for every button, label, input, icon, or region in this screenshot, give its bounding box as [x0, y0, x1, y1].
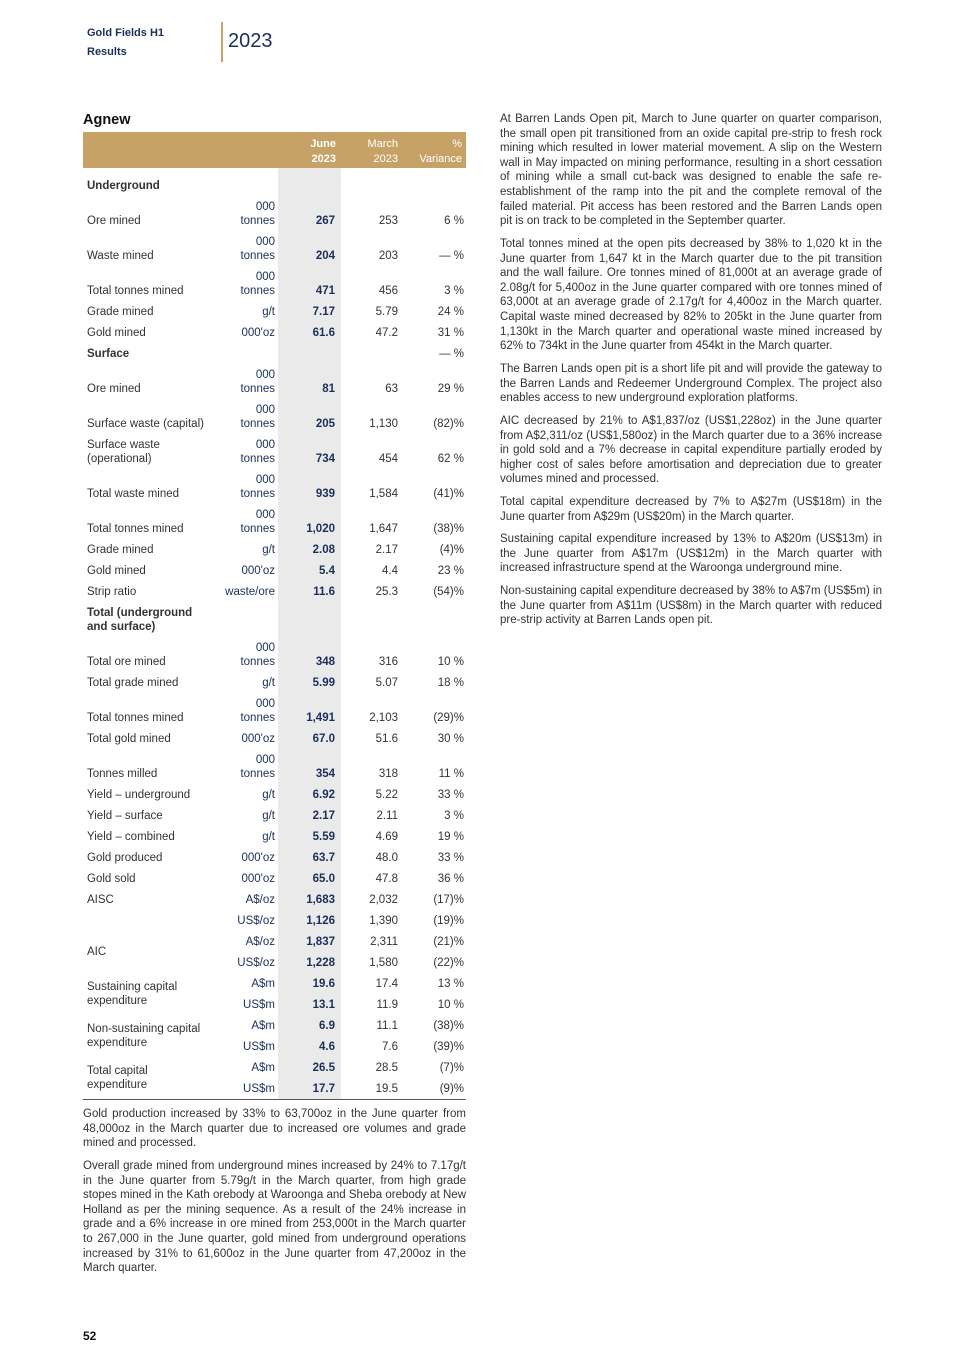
row-label: Non-sustaining capital expenditure [87, 1023, 201, 1049]
table-row [83, 868, 466, 889]
row-label: Total tonnes mined [87, 285, 184, 297]
table-row [83, 231, 466, 266]
row-june-value: 1,683 [306, 894, 335, 906]
row-june-value: 354 [315, 768, 335, 780]
row-march-value: 203 [378, 250, 398, 262]
row-june-value: 5.99 [312, 677, 335, 689]
col-header-variance-line2: Variance [419, 153, 462, 165]
row-variance: (54)% [433, 586, 464, 598]
page-number: 52 [83, 1329, 97, 1343]
row-march-value: 47.2 [375, 327, 398, 339]
row-variance: — % [439, 250, 464, 262]
row-label: Surface waste (capital) [87, 418, 204, 430]
row-march-value: 63 [385, 383, 398, 395]
row-june-value: 471 [315, 285, 335, 297]
row-june-value: 26.5 [312, 1062, 335, 1074]
row-march-value: 11.9 [376, 999, 398, 1011]
row-variance: 30 % [437, 733, 464, 745]
table-row [83, 728, 466, 749]
table-header [83, 132, 466, 168]
table-row [83, 602, 466, 637]
row-march-value: 253 [378, 215, 398, 227]
row-variance: (4)% [439, 544, 464, 556]
row-june-value: 5.4 [319, 565, 335, 577]
row-june-value: 6.9 [319, 1020, 335, 1032]
table-row [83, 266, 466, 301]
row-march-value: 5.07 [375, 677, 398, 689]
row-variance: (21)% [433, 936, 464, 948]
row-label: Ore mined [87, 215, 141, 227]
table-row [83, 504, 466, 539]
row-label: Surface [87, 348, 130, 360]
row-june-value: 19.6 [312, 978, 335, 990]
row-variance: (9)% [439, 1083, 464, 1095]
row-label: Gold produced [87, 852, 163, 864]
row-variance: 3 % [444, 285, 464, 297]
table-row [83, 889, 466, 910]
row-june-value: 204 [315, 250, 335, 262]
row-label: AIC [87, 946, 107, 958]
table-row [83, 539, 466, 560]
row-march-value: 2.11 [376, 810, 398, 822]
row-label: Total (underground and surface) [87, 607, 193, 633]
row-variance: 29 % [437, 383, 464, 395]
row-unit: 000'oz [241, 565, 275, 577]
row-june-value: 6.92 [312, 789, 335, 801]
row-march-value: 4.69 [375, 831, 398, 843]
row-variance: (41)% [433, 488, 464, 500]
row-june-value: 13.1 [312, 999, 335, 1011]
row-variance: 24 % [437, 306, 464, 318]
row-june-value: 734 [315, 453, 335, 465]
row-march-value: 318 [378, 768, 398, 780]
header-divider [221, 22, 223, 62]
row-unit: 000'oz [241, 327, 275, 339]
row-label: Gold mined [87, 327, 146, 339]
body-paragraph: Total capital expenditure decreased by 7% to A$27m (US$18m) in the June quarter from A$29m (US$20m) in the March quarter. [500, 496, 882, 523]
row-unit: g/t [262, 810, 275, 822]
row-unit: 000'oz [241, 733, 275, 745]
row-unit: 000 tonnes [240, 754, 275, 780]
operations-table [83, 132, 466, 1100]
row-label: Total ore mined [87, 656, 166, 668]
row-unit: 000'oz [241, 852, 275, 864]
row-variance: — % [439, 348, 464, 360]
row-variance: 62 % [437, 453, 464, 465]
row-march-value: 7.6 [382, 1041, 398, 1053]
row-variance: 31 % [437, 327, 464, 339]
row-june-value: 348 [315, 656, 335, 668]
row-label: Grade mined [87, 306, 154, 318]
header-company-line1: Gold Fields H1 [87, 27, 165, 39]
row-march-value: 51.6 [375, 733, 398, 745]
row-june-value: 7.17 [312, 306, 335, 318]
row-variance: (29)% [433, 712, 464, 724]
row-march-value: 1,647 [369, 523, 398, 535]
row-march-value: 28.5 [375, 1062, 398, 1074]
row-variance: 3 % [444, 810, 464, 822]
body-paragraph: Sustaining capital expenditure increased by 13% to A$20m (US$13m) in the June quarter from A$17m (US$12m) in the March quarter with increased infrastructure spend at the Waroonga underground mine. [500, 533, 882, 575]
row-variance: (82)% [433, 418, 464, 430]
body-paragraph: Overall grade mined from underground mines increased by 24% to 7.17g/t in the June quarter from 5.79g/t in the March quarter, from high grade stopes mined in the Kath orebody at Waroonga and Sheba orebody at New Holland as per the mining sequence. As a result of the 24% increase in grade and a 6% increase in ore mined from 253,000t in the March quarter to 267,000 in the June quarter, gold mined from underground operations increased by 31% to 61,600oz in the June quarter from 47,200oz in the March quarter. [83, 1160, 466, 1275]
row-june-value: 11.6 [313, 586, 335, 598]
row-unit: g/t [262, 306, 275, 318]
row-unit: 000 tonnes [240, 369, 275, 395]
row-june-value: 1,020 [306, 523, 335, 535]
row-label: Yield – underground [87, 789, 191, 801]
table-row [83, 931, 466, 958]
row-march-value: 454 [378, 453, 398, 465]
col-header-june-line1: June [310, 138, 336, 150]
row-variance: 33 % [437, 789, 464, 801]
row-march-value: 5.22 [375, 789, 398, 801]
row-june-value: 1,228 [306, 957, 335, 969]
table-row [83, 672, 466, 693]
row-march-value: 19.5 [375, 1083, 398, 1095]
row-march-value: 2.17 [375, 544, 398, 556]
row-june-value: 5.59 [312, 831, 335, 843]
row-march-value: 316 [378, 656, 398, 668]
row-march-value: 5.79 [375, 306, 398, 318]
header-year: 2023 [228, 30, 273, 52]
row-unit: US$m [243, 999, 275, 1011]
row-unit: US$/oz [237, 957, 275, 969]
row-unit: 000 tonnes [240, 236, 275, 262]
row-unit: 000 tonnes [240, 404, 275, 430]
row-label: Total capital expenditure [87, 1065, 148, 1091]
row-june-value: 4.6 [319, 1041, 335, 1053]
row-june-value: 81 [322, 383, 335, 395]
row-variance: (7)% [439, 1062, 464, 1074]
row-unit: g/t [262, 789, 275, 801]
row-march-value: 456 [378, 285, 398, 297]
row-march-value: 25.3 [375, 586, 398, 598]
row-label: Sustaining capital expenditure [87, 981, 178, 1007]
row-june-value: 17.7 [312, 1083, 335, 1095]
row-june-value: 2.17 [312, 810, 335, 822]
row-unit: 000 tonnes [240, 201, 275, 227]
row-variance: (17)% [433, 894, 464, 906]
row-march-value: 4.4 [382, 565, 398, 577]
row-label: Gold sold [87, 873, 136, 885]
row-unit: g/t [262, 677, 275, 689]
row-unit: 000 tonnes [240, 509, 275, 535]
table-row [83, 301, 466, 322]
table-row [83, 749, 466, 784]
row-unit: g/t [262, 831, 275, 843]
table-row [83, 343, 466, 364]
col-header-march-line1: March [367, 138, 398, 150]
row-unit: 000 tonnes [240, 439, 275, 465]
table-row [83, 399, 466, 434]
table-row [83, 784, 466, 805]
row-variance: (38)% [433, 523, 464, 535]
table-row [83, 560, 466, 581]
row-unit: 000'oz [241, 873, 275, 885]
table-row [83, 196, 466, 231]
row-label: Yield – surface [87, 810, 163, 822]
table-row [83, 322, 466, 343]
row-label: Strip ratio [87, 586, 137, 598]
row-variance: 23 % [437, 565, 464, 577]
table-row [83, 847, 466, 868]
table-row [83, 637, 466, 672]
table-row [83, 469, 466, 504]
row-june-value: 1,837 [306, 936, 335, 948]
row-unit: A$m [251, 1062, 275, 1074]
row-label: Gold mined [87, 565, 146, 577]
row-unit: A$m [251, 1020, 275, 1032]
row-variance: (19)% [433, 915, 464, 927]
body-paragraph: AIC decreased by 21% to A$1,837/oz (US$1,228oz) in the June quarter from A$2,311/oz (US$1,580oz) in the March quarter due to a 36% increase in gold sold and a 7% decrease in capital expenditure partially eroded by higher cost of sales before amortisation and depreciation due to greater volumes mined and processed. [500, 415, 882, 486]
row-label: Tonnes milled [87, 768, 158, 780]
body-paragraph: Gold production increased by 33% to 63,700oz in the June quarter from 48,000oz in the March quarter due to increased ore volumes and grade mined and processed. [83, 1108, 466, 1150]
row-june-value: 61.6 [312, 327, 335, 339]
row-label: Underground [87, 180, 160, 192]
row-variance: 13 % [437, 978, 464, 990]
row-label: Yield – combined [87, 831, 175, 843]
col-header-march [338, 137, 398, 167]
row-label: Total tonnes mined [87, 712, 184, 724]
col-header-june-line2: 2023 [311, 153, 336, 165]
row-variance: 18 % [437, 677, 464, 689]
row-variance: 19 % [437, 831, 464, 843]
row-variance: (22)% [433, 957, 464, 969]
table-row [83, 910, 466, 931]
row-unit: A$m [251, 978, 275, 990]
body-paragraph: At Barren Lands Open pit, March to June quarter on quarter comparison, the small open pit transitioned from an oxide capital pre-strip to fresh rock mining which resulted in lower material movement. A slip on the Western wall in May impacted on mining performance, resulting in a short cessation of mining while a small cut-back was designed to enable the safe re-establishment of the ramp into the pit and the complete removal of the failed material. Pit access has been restored and the Barren Lands open pit is on track to be completed in the September quarter. [500, 113, 882, 228]
row-march-value: 48.0 [375, 852, 398, 864]
table-row [83, 805, 466, 826]
row-march-value: 2,103 [369, 712, 398, 724]
row-label: Surface waste (operational) [87, 439, 160, 465]
row-label: Total tonnes mined [87, 523, 184, 535]
col-header-variance [400, 137, 462, 167]
table-row [83, 168, 466, 196]
col-header-march-line2: 2023 [373, 153, 398, 165]
row-june-value: 267 [315, 215, 335, 227]
row-label: Total waste mined [87, 488, 180, 500]
table-row [83, 364, 466, 399]
row-unit: 000 tonnes [240, 642, 275, 668]
row-unit: US$/oz [237, 915, 275, 927]
row-march-value: 1,580 [369, 957, 398, 969]
row-unit: 000 tonnes [240, 271, 275, 297]
row-label: Grade mined [87, 544, 154, 556]
header-company-line2: Results [87, 46, 127, 58]
row-variance: (38)% [433, 1020, 464, 1032]
table-row [83, 581, 466, 602]
row-variance: (39)% [433, 1041, 464, 1053]
row-march-value: 11.1 [376, 1020, 398, 1032]
table-row [83, 434, 466, 469]
row-june-value: 1,491 [306, 712, 335, 724]
row-unit: A$/oz [245, 894, 275, 906]
row-variance: 11 % [438, 768, 464, 780]
row-unit: 000 tonnes [240, 698, 275, 724]
table-row [83, 693, 466, 728]
col-header-variance-line1: % [452, 138, 462, 150]
row-label: Ore mined [87, 383, 141, 395]
row-label: Waste mined [87, 250, 154, 262]
row-march-value: 2,311 [370, 936, 398, 948]
row-june-value: 2.08 [312, 544, 335, 556]
row-june-value: 63.7 [312, 852, 335, 864]
row-label: AISC [87, 894, 114, 906]
row-march-value: 1,584 [369, 488, 398, 500]
table-bottom-rule [83, 1099, 466, 1100]
row-unit: waste/ore [225, 586, 275, 598]
col-header-june [278, 137, 336, 167]
row-label: Total grade mined [87, 677, 179, 689]
row-variance: 36 % [437, 873, 464, 885]
table-body [83, 168, 466, 1099]
row-variance: 6 % [444, 215, 464, 227]
body-paragraph: The Barren Lands open pit is a short life pit and will provide the gateway to the Barren Lands and Redeemer Underground Complex. The project also enables access to new underground exploration platforms. [500, 363, 882, 405]
row-june-value: 939 [315, 488, 335, 500]
row-unit: US$m [243, 1083, 275, 1095]
row-variance: 33 % [437, 852, 464, 864]
row-label: Total gold mined [87, 733, 171, 745]
body-paragraph: Total tonnes mined at the open pits decreased by 38% to 1,020 kt in the June quarter from 1,647 kt in the March quarter due to the pit transition and the wall failure. Ore tonnes mined of 81,000t at an average grade of 2.08g/t for 5,400oz in the June quarter compared with ore tonnes mined of 63,000t at an average grade of 2.17g/t for 4,400oz in the March quarter. Capital waste mined decreased by 82% to 205kt in the June quarter from 1,130kt in the March quarter and operational waste mined increased by 62% to 734kt in the June quarter from 454kt in the March quarter. [500, 238, 882, 353]
row-march-value: 1,390 [369, 915, 398, 927]
row-june-value: 205 [315, 418, 335, 430]
row-june-value: 67.0 [312, 733, 335, 745]
body-paragraph: Non-sustaining capital expenditure decreased by 38% to A$7m (US$5m) in the June quarter from A$11m (US$8m) in the March quarter with reduced pre-strip activity at Barren Lands open pit. [500, 585, 882, 627]
header-company [87, 24, 164, 62]
row-unit: g/t [262, 544, 275, 556]
row-march-value: 1,130 [369, 418, 398, 430]
row-march-value: 17.4 [375, 978, 398, 990]
row-variance: 10 % [437, 656, 464, 668]
row-june-value: 65.0 [312, 873, 335, 885]
row-variance: 10 % [437, 999, 464, 1011]
table-row [83, 826, 466, 847]
row-unit: A$/oz [245, 936, 275, 948]
row-march-value: 47.8 [375, 873, 398, 885]
row-unit: 000 tonnes [240, 474, 275, 500]
row-unit: US$m [243, 1041, 275, 1053]
section-title: Agnew [83, 112, 131, 128]
row-june-value: 1,126 [306, 915, 335, 927]
row-march-value: 2,032 [369, 894, 398, 906]
